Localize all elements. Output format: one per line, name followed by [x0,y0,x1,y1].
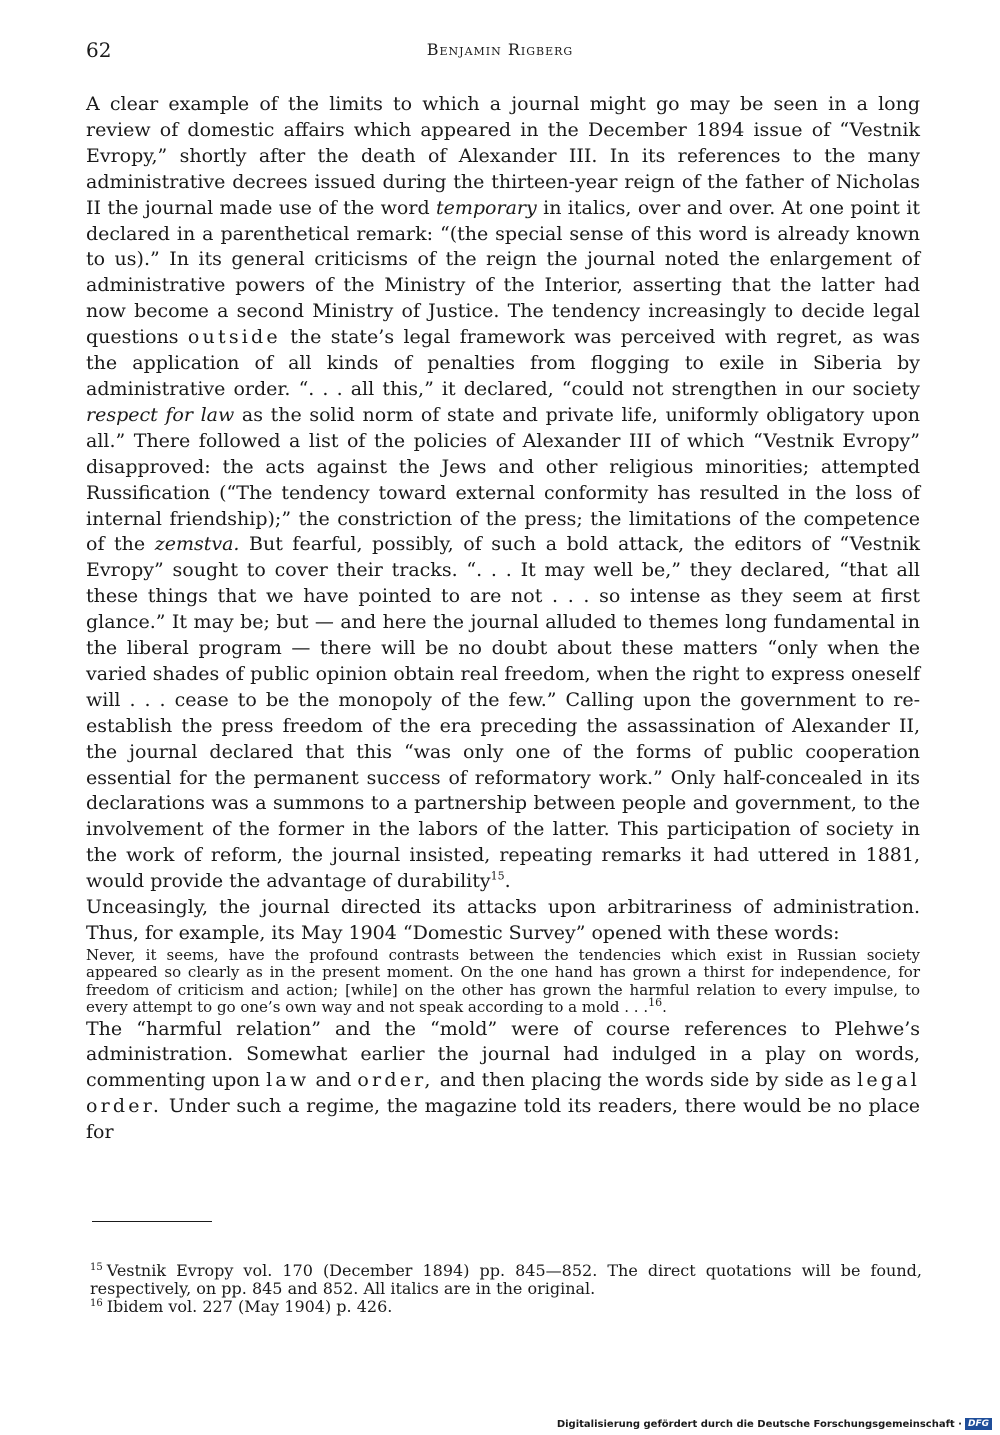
running-head: Benjamin Rigberg [426,40,574,59]
paragraph-3: The “harmful relation” and the “mold” were of course references to Plehwe’s administration. Somewhat earlier the journal had indulged in a play on words, commenting upon law and order, and then placing the words side by side as legal order. Under such a regime, the magazine told its readers, there would be no place for [86,1017,920,1144]
footnote: $^{15}$ Vestnik Evropy vol. 170 (December 1894) pp. 845—852. The direct quotations will be found, respectively, on pp. 845 and 852. All italics are in the original. [90,1261,922,1298]
italic-term: respect for law [86,403,235,426]
paragraph-2: Unceasingly, the journal directed its attacks upon arbitrariness of administration. Thus, for example, its May 1904 “Domestic Survey” opened with these words: [86,896,920,944]
italic-term: zemstva. [154,533,240,556]
footnotes [90,1262,922,1316]
spaced-term: order, [357,1069,434,1092]
digitization-credit: Digitalisierung gefördert durch die Deutsche Forschungsgemeinschaft · [556,1418,962,1430]
dfg-footer [557,1418,992,1430]
page-number: 62 [86,38,112,62]
block-quote: Never, it seems, have the profound contrasts between the tendencies which exist in Russian society appeared so clearly as in the present moment. On the one hand has grown a thirst for independence, for freedom of criticism and action; [while] on the other has grown the harmful relation to every impulse, to every attempt to go one’s own way and not speak according to a mold . . .$^{16}$. [86,945,920,1017]
footnote-ref: 15 [490,869,505,883]
footnote-rule [92,1221,212,1222]
footnote: $^{16}$ Ibidem vol. 227 (May 1904) p. 426. [90,1297,393,1316]
spaced-term: outside [187,326,281,349]
paragraph-1: A clear example of the limits to which a journal might go may be seen in a long review of domestic affairs which appeared in the December 1894 issue of “Vestnik Evropy,” shortly after the death of Alexander III. In its references to the many administrative decrees issued during the thirteen-year reign of the father of Nicholas II the journal made use of the word temporary in italics, over and over. At one point it declared in a parenthetical remark: “(the special sense of this word is already known to us).” In its general criticisms of the reign the journal noted the enlargement of administrative powers of the Ministry of the Interior, asserting that the latter had now become a second Ministry of Justice. The tendency increasingly to decide legal questions outside the state’s legal framework was perceived with regret, as was the application of all kinds of penalties from flogging to exile in Siberia by administrative order. “. . . all this,” it declared, “could not strengthen in our society respect for law as the solid norm of state and private life, uniformly obligatory upon all.” There followed a list of the policies of Alexander III of which “Vestnik Evropy” disapproved: the acts against the Jews and other religious minorities; attempted Russification (“The tendency toward external conformity has resulted in the loss of internal friendship);” the constriction of the press; the limitations of the competence of the zemstva. But fearful, possibly, of such a bold attack, the editors of “Vestnik Evropy” sought to cover their tracks. “. . . It may well be,” they declared, “that all these things that we have pointed to are not . . . so intense as they seem at first glance.” It may be; but — and here the journal alluded to themes long fundamental in the liberal program — there will be no doubt about these matters “only when the varied shades of public opinion obtain real freedom, when the right to express oneself will . . . cease to be the monopoly of the few.” Calling upon the government to re-establish the press freedom of the era preceding the assassination of Alexander II, the journal declared that this “was only one of the forms of public cooperation essential for the permanent success of reformatory work.” Only half-concealed in its declarations was a summons to a partnership between people and government, to the involvement of the former in the labors of the latter. This participation of society in the work of reform, the journal insisted, repeating remarks it had uttered in 1881, would provide the advantage of durability$^{15}$. [86,93,920,893]
footnote-ref: 16 [648,996,663,1010]
dfg-logo-icon: DFG [965,1418,992,1430]
footnote-number: 16 [90,1297,103,1309]
spaced-term: legal order. [86,1069,920,1118]
body-text [86,92,920,1146]
spaced-term: law [266,1069,310,1092]
italic-term: temporary [436,196,537,219]
footnote-number: 15 [90,1261,103,1273]
